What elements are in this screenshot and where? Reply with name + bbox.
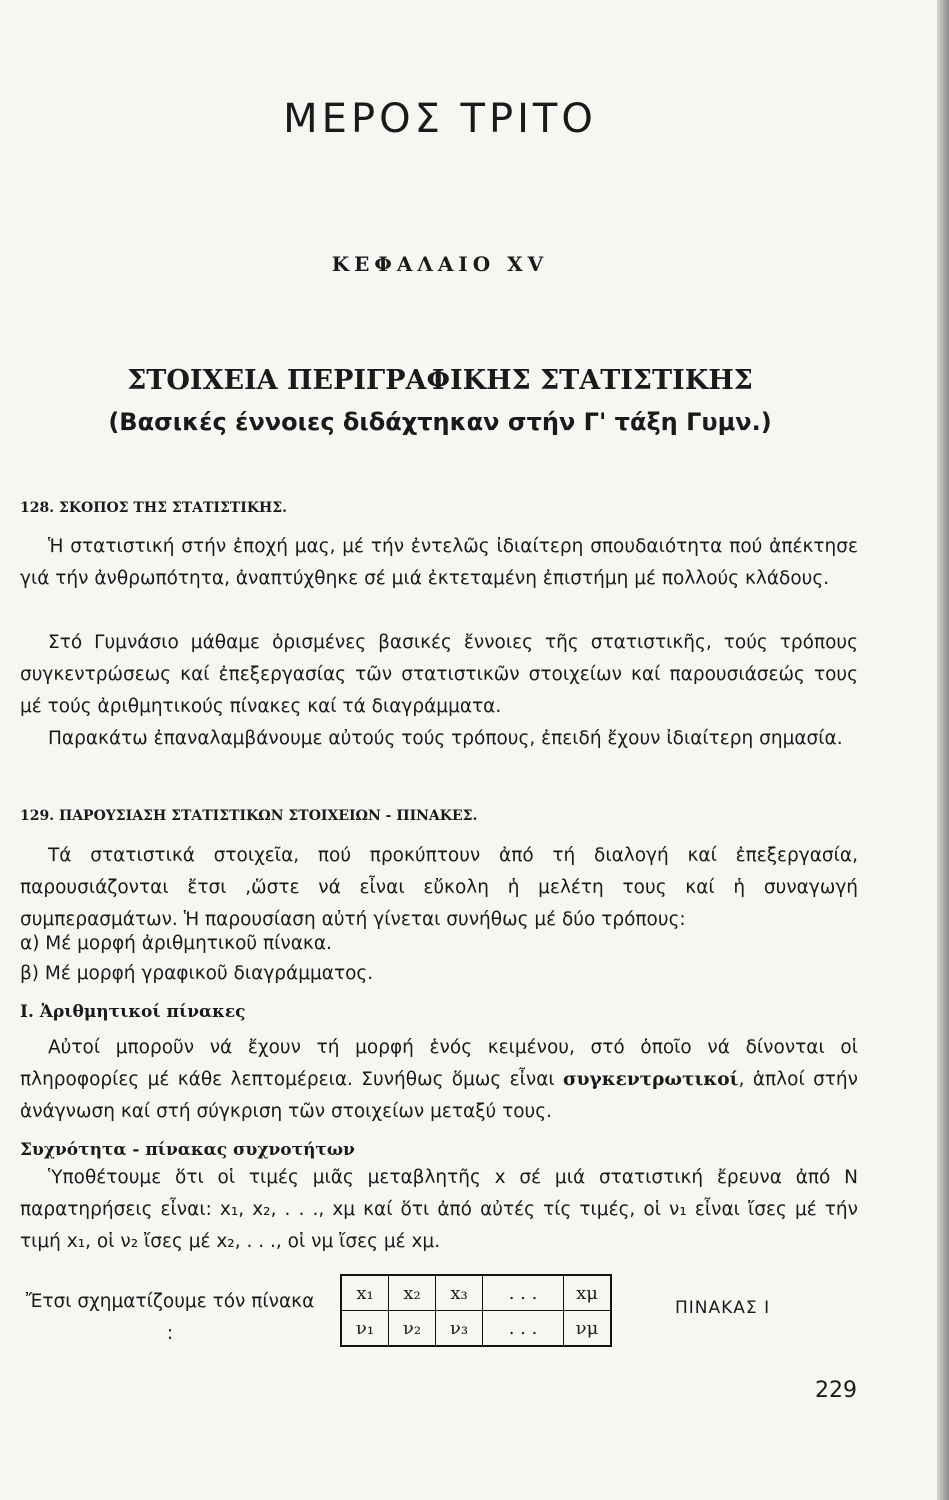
- page-number: 229: [815, 1378, 857, 1403]
- table-cell: ν₃: [436, 1311, 483, 1347]
- section-129-paragraph-1: Τά στατιστικά στοιχεῖα, πού προκύπτουν ἀπό τή διαλογή καί ἐπεξεργασία, παρουσιάζονται ἔτσι ,ὥστε νά εἶναι εὔκολη ἡ μελέτη τους καί ἡ συναγωγή συμπερασμάτων. Ἡ παρουσίαση αὐτή γίνεται συνήθως μέ δύο τρόπους:: [20, 845, 858, 930]
- frequency-heading: Συχνότητα - πίνακας συχνοτήτων: [20, 1140, 355, 1160]
- page-edge-shadow: [937, 0, 949, 1500]
- table-lead-text: Ἔτσι σχηματίζουμε τόν πίνακα :: [25, 1291, 315, 1344]
- table-row-frequencies: [341, 1311, 611, 1347]
- section-128-paragraph-3: Παρακάτω ἐπαναλαμβάνουμε αὐτούς τούς τρόπους, ἐπειδή ἔχουν ἰδιαίτερη σημασία.: [48, 728, 843, 749]
- frequency-paragraph: Ὑποθέτουμε ὅτι οἱ τιμές μιᾶς μεταβλητῆς x σέ μιά στατιστική ἔρευνα ἀπό Ν παρατηρήσεις εἶναι: x₁, x₂, . . ., xμ καί ὅτι ἀπό αὐτές τίς τιμές, οἱ ν₁ εἶναι ἴσες μέ τήν τιμή x₁, οἱ ν₂ ἴσες μέ x₂, . . ., οἱ νμ ἴσες μέ xμ.: [20, 1167, 858, 1252]
- section-129-item-a: α) Μέ μορφή ἀριθμητικοῦ πίνακα.: [20, 933, 332, 954]
- table-cell: νμ: [564, 1311, 612, 1347]
- numeric-tables-heading: Ι. Ἀριθμητικοί πίνακες: [20, 1002, 246, 1022]
- section-129-heading: 129. ΠΑΡΟΥΣΙΑΣΗ ΣΤΑΤΙΣΤΙΚΩΝ ΣΤΟΙΧΕΙΩΝ - ΠΙΝΑΚΕΣ.: [20, 808, 478, 824]
- section-128-paragraph-2: Στό Γυμνάσιο μάθαμε ὁρισμένες βασικές ἔννοιες τῆς στατιστικῆς, τούς τρόπους συγκεντρώσεως καί ἐπεξεργασίας τῶν στατιστικῶν στοιχείων καί παρουσιάσεώς τους μέ τούς ἀριθμητικούς πίνακες καί τά διαγράμματα.: [20, 632, 858, 717]
- section-128-heading: 128. ΣΚΟΠΟΣ ΤΗΣ ΣΤΑΤΙΣΤΙΚΗΣ.: [20, 500, 288, 516]
- table-cell: x₂: [389, 1275, 436, 1311]
- table-cell: ν₁: [341, 1311, 389, 1347]
- chapter-title: ΣΤΟΙΧΕΙΑ ΠΕΡΙΓΡΑΦΙΚΗΣ ΣΤΑΤΙΣΤΙΚΗΣ: [127, 365, 753, 396]
- section-129-item-b: β) Μέ μορφή γραφικοῦ διαγράμματος.: [20, 963, 374, 984]
- table-cell: . . .: [483, 1275, 564, 1311]
- table-cell: ν₂: [389, 1311, 436, 1347]
- table-cell: xμ: [564, 1275, 612, 1311]
- numeric-tables-text-2: , ἁπλοί στήν ἀνάγνωση καί στή σύγκριση τῶν στοιχείων μεταξύ τους.: [20, 1069, 858, 1122]
- table-label: ΠΙΝΑΚΑΣ Ι: [675, 1298, 771, 1318]
- numeric-tables-paragraph: [20, 1032, 858, 1128]
- table-cell: x₃: [436, 1275, 483, 1311]
- chapter-heading: ΚΕΦΑΛΑΙΟ XV: [331, 252, 549, 276]
- numeric-tables-text-1: Αὐτοί μποροῦν νά ἔχουν τή μορφή ἑνός κειμένου, στό ὁποῖο νά δίνονται οἱ πληροφορίες μέ κάθε λεπτομέρεια. Συνήθως ὅμως εἶναι: [20, 1037, 858, 1090]
- section-128-paragraph-1: Ἡ στατιστική στήν ἐποχή μας, μέ τήν ἐντελῶς ἰδιαίτερη σπουδαιότητα πού ἀπέκτησε γιά τήν ἀνθρωπότητα, ἀναπτύχθηκε σέ μιά ἐκτεταμένη ἐπιστήμη μέ πολλούς κλάδους.: [20, 536, 858, 589]
- chapter-subtitle: (Βασικές έννοιες διδάχτηκαν στήν Γ' τάξη Γυμν.): [108, 408, 772, 436]
- table-cell: . . .: [483, 1311, 564, 1347]
- numeric-tables-bold-term: συγκεντρωτικοί: [563, 1069, 739, 1090]
- frequency-table: [340, 1274, 612, 1347]
- table-cell: x₁: [341, 1275, 389, 1311]
- part-title: ΜΕΡΟΣ ΤΡΙΤΟ: [283, 96, 597, 142]
- table-row-values: [341, 1275, 611, 1311]
